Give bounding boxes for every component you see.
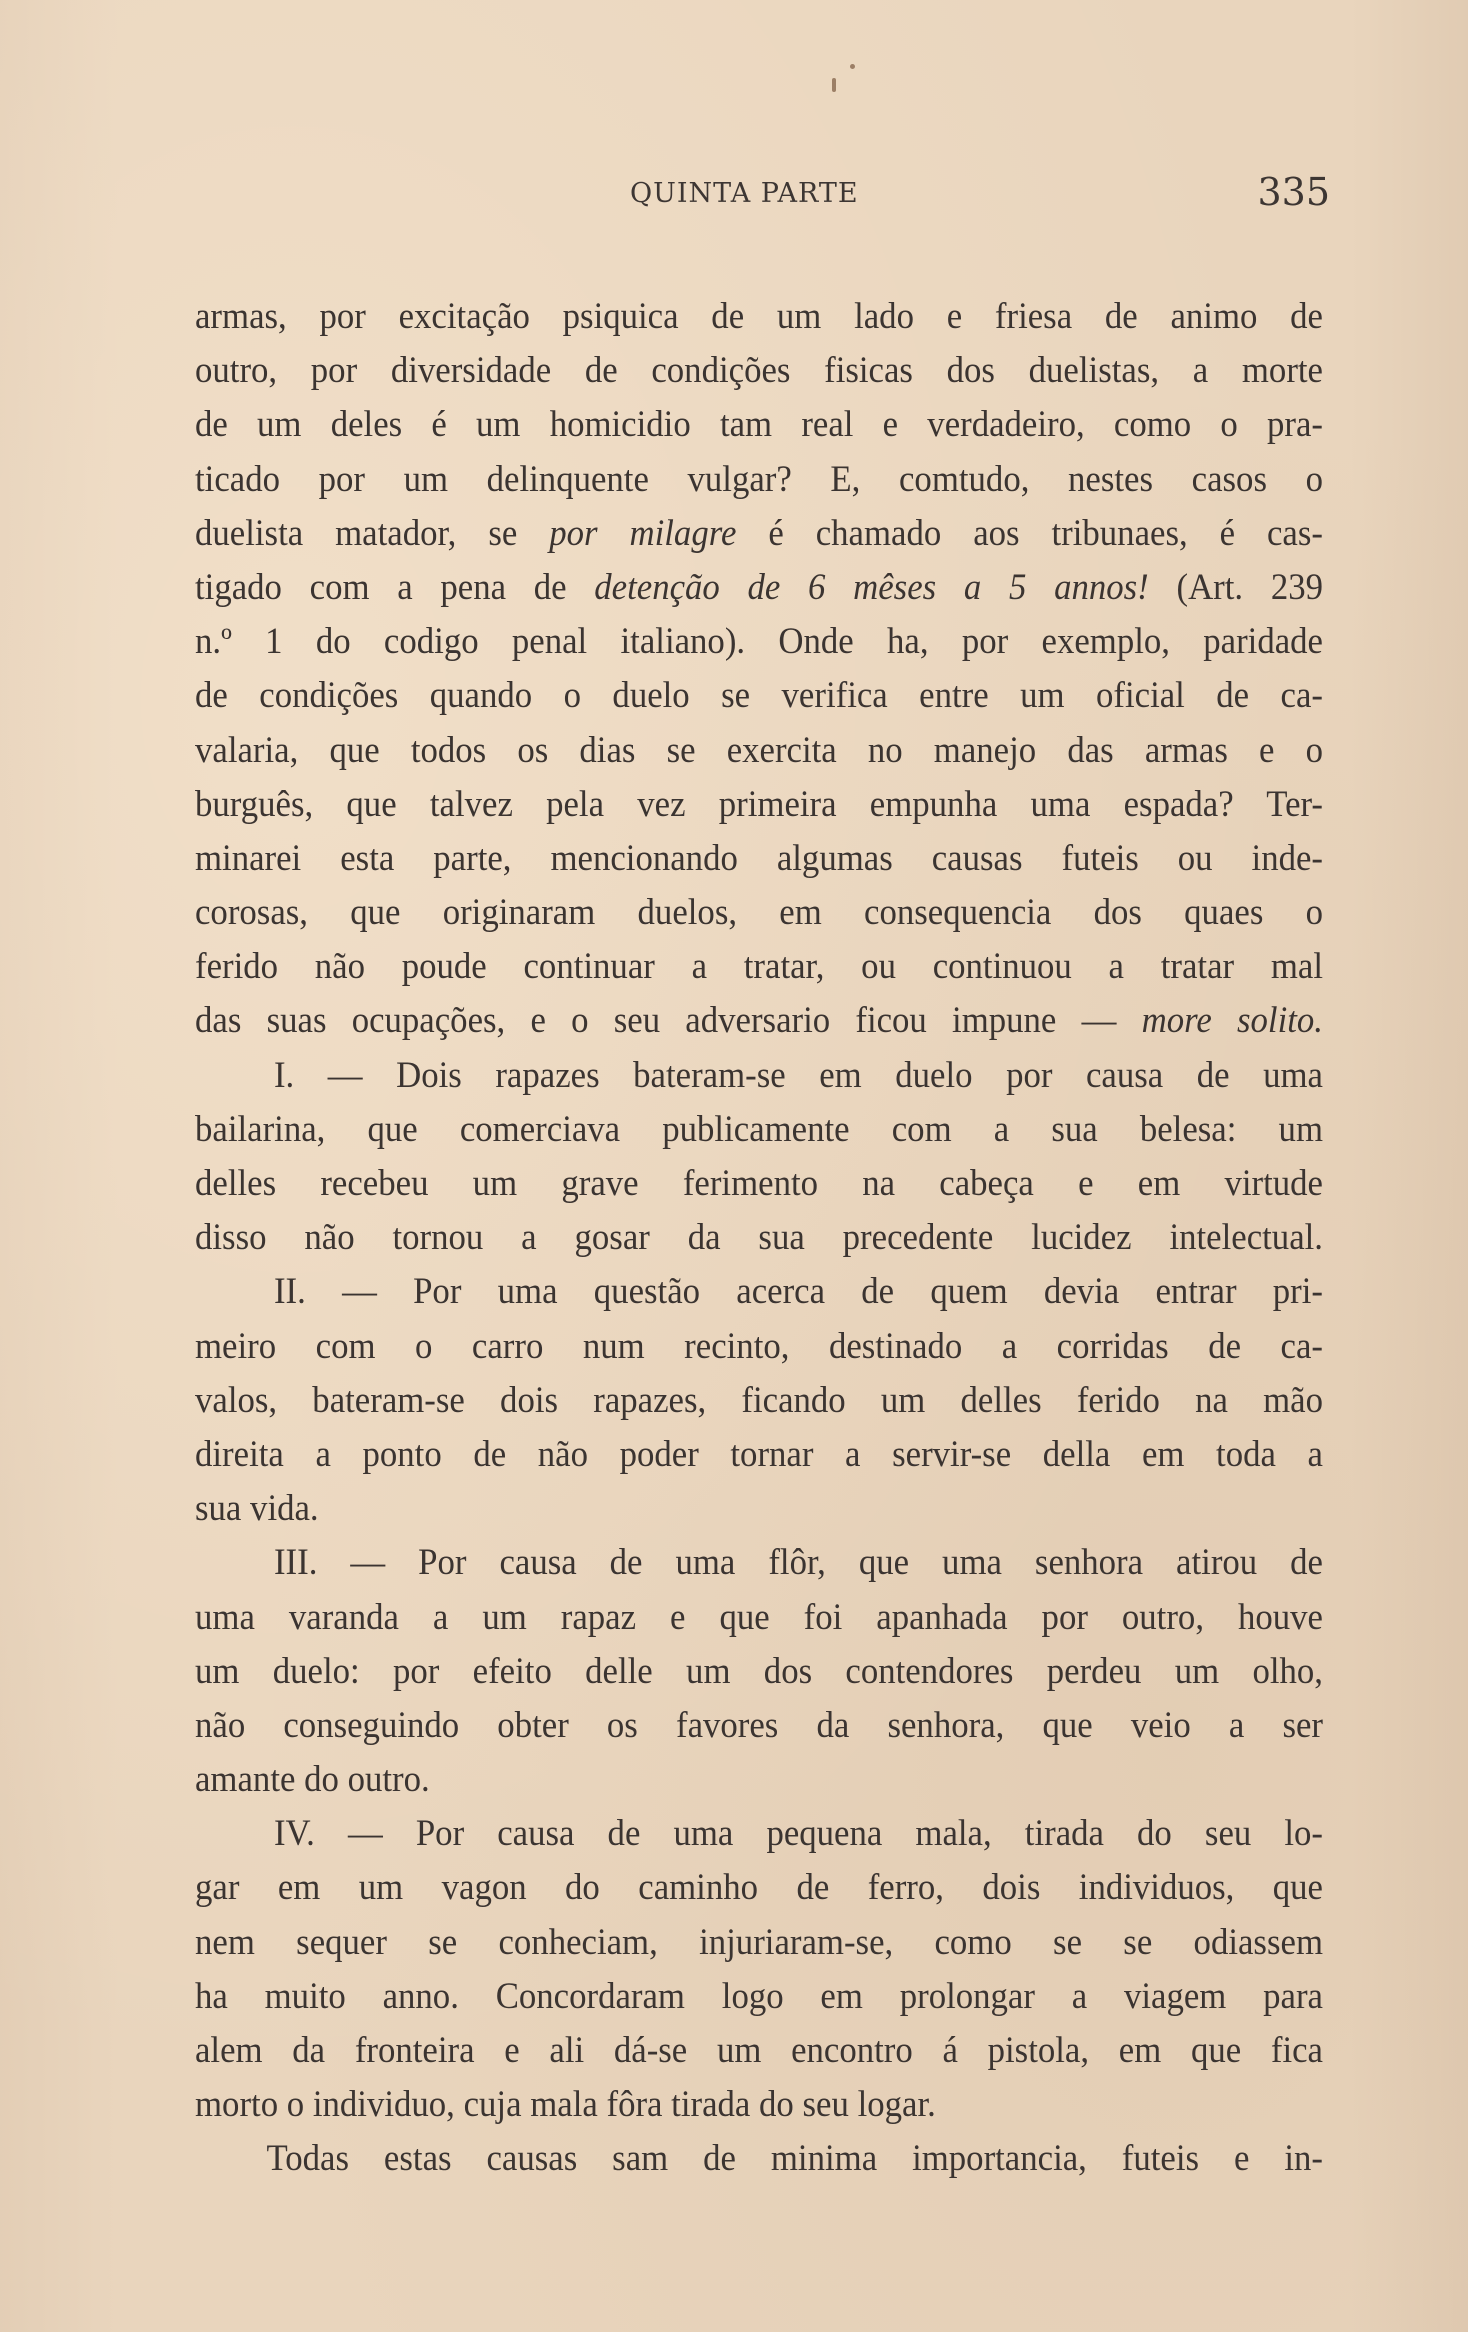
- text-line: burguês, que talvez pela vez primeira empunha uma espada? Ter-: [195, 783, 1323, 825]
- page-header: [630, 170, 1330, 220]
- paper-speck: [850, 64, 855, 69]
- case-heading-line: III. — Por causa de uma flôr, que uma senhora atirou de: [273, 1542, 1324, 1584]
- case-heading-line: I. — Dois rapazes bateram-se em duelo por causa de uma: [273, 1054, 1324, 1096]
- italic-emphasis: more solito.: [1141, 1000, 1323, 1042]
- text-line: valaria, que todos os dias se exercita no manejo das armas e o: [195, 729, 1323, 771]
- text-line: outro, por diversidade de condições fisicas dos duelistas, a morte: [195, 350, 1323, 392]
- text-line: alem da fronteira e ali dá-se um encontro á pistola, em que fica: [195, 2030, 1323, 2071]
- italic-emphasis: detenção de 6 mêses a 5 annos!: [594, 566, 1149, 608]
- text-line: uma varanda a um rapaz e que foi apanhada por outro, houve: [195, 1596, 1323, 1638]
- text-line: de condições quando o duelo se verifica entre um oficial de ca-: [195, 675, 1323, 717]
- text-run: é chamado aos tribunaes, é cas-: [736, 512, 1323, 554]
- body-text: [195, 290, 1325, 2187]
- text-run: duelista matador, se: [195, 512, 550, 554]
- text-line: corosas, que originaram duelos, em consequencia dos quaes o: [195, 892, 1323, 934]
- page-number: 335: [1257, 170, 1330, 214]
- text-line: minarei esta parte, mencionando algumas causas futeis ou inde-: [195, 837, 1323, 879]
- text-line: nem sequer se conheciam, injuriaram-se, como se se odiassem: [195, 1921, 1323, 1963]
- text-line: amante do outro.: [195, 1759, 430, 1801]
- italic-emphasis: por milagre: [549, 512, 737, 554]
- text-run: tigado com a pena de: [195, 566, 595, 608]
- text-line: n.º 1 do codigo penal italiano). Onde ha, por exemplo, paridade: [195, 621, 1323, 663]
- text-line: direita a ponto de não poder tornar a servir-se della em toda a: [195, 1433, 1323, 1475]
- case-heading-line: II. — Por uma questão acerca de quem devia entrar pri-: [273, 1271, 1324, 1313]
- text-line: meiro com o carro num recinto, destinado a corridas de ca-: [195, 1325, 1323, 1367]
- paper-speck: [832, 78, 836, 92]
- text-line: ha muito anno. Concordaram logo em prolongar a viagem para: [195, 1975, 1323, 2017]
- text-line: não conseguindo obter os favores da senhora, que veio a ser: [195, 1704, 1323, 1746]
- text-line: [195, 561, 1323, 615]
- text-line: de um deles é um homicidio tam real e verdadeiro, como o pra-: [195, 404, 1323, 446]
- text-line: [195, 994, 1323, 1048]
- text-line: armas, por excitação psiquica de um lado e friesa de animo de: [195, 296, 1323, 337]
- text-line: ferido não poude continuar a tratar, ou continuou a tratar mal: [195, 946, 1323, 988]
- text-line: ticado por um delinquente vulgar? E, comtudo, nestes casos o: [195, 458, 1323, 500]
- text-run: (Art. 239: [1148, 566, 1323, 608]
- text-line: Todas estas causas sam de minima importancia, futeis e in-: [266, 2138, 1324, 2180]
- text-line: valos, bateram-se dois rapazes, ficando um delles ferido na mão: [195, 1379, 1323, 1421]
- case-heading-line: IV. — Por causa de uma pequena mala, tirada do seu lo-: [273, 1813, 1324, 1855]
- text-line: morto o individuo, cuja mala fôra tirada do seu logar.: [195, 2084, 936, 2126]
- running-head: QUINTA PARTE: [630, 178, 859, 209]
- text-line: [195, 507, 1323, 561]
- text-line: disso não tornou a gosar da sua precedente lucidez intelectual.: [195, 1217, 1323, 1259]
- text-run: das suas ocupações, e o seu adversario ficou impune —: [195, 1000, 1142, 1042]
- text-line: bailarina, que comerciava publicamente com a sua belesa: um: [195, 1108, 1323, 1150]
- text-line: um duelo: por efeito delle um dos contendores perdeu um olho,: [195, 1650, 1323, 1692]
- text-line: sua vida.: [195, 1488, 319, 1530]
- text-line: gar em um vagon do caminho de ferro, dois individuos, que: [195, 1867, 1323, 1909]
- text-line: delles recebeu um grave ferimento na cabeça e em virtude: [195, 1163, 1323, 1204]
